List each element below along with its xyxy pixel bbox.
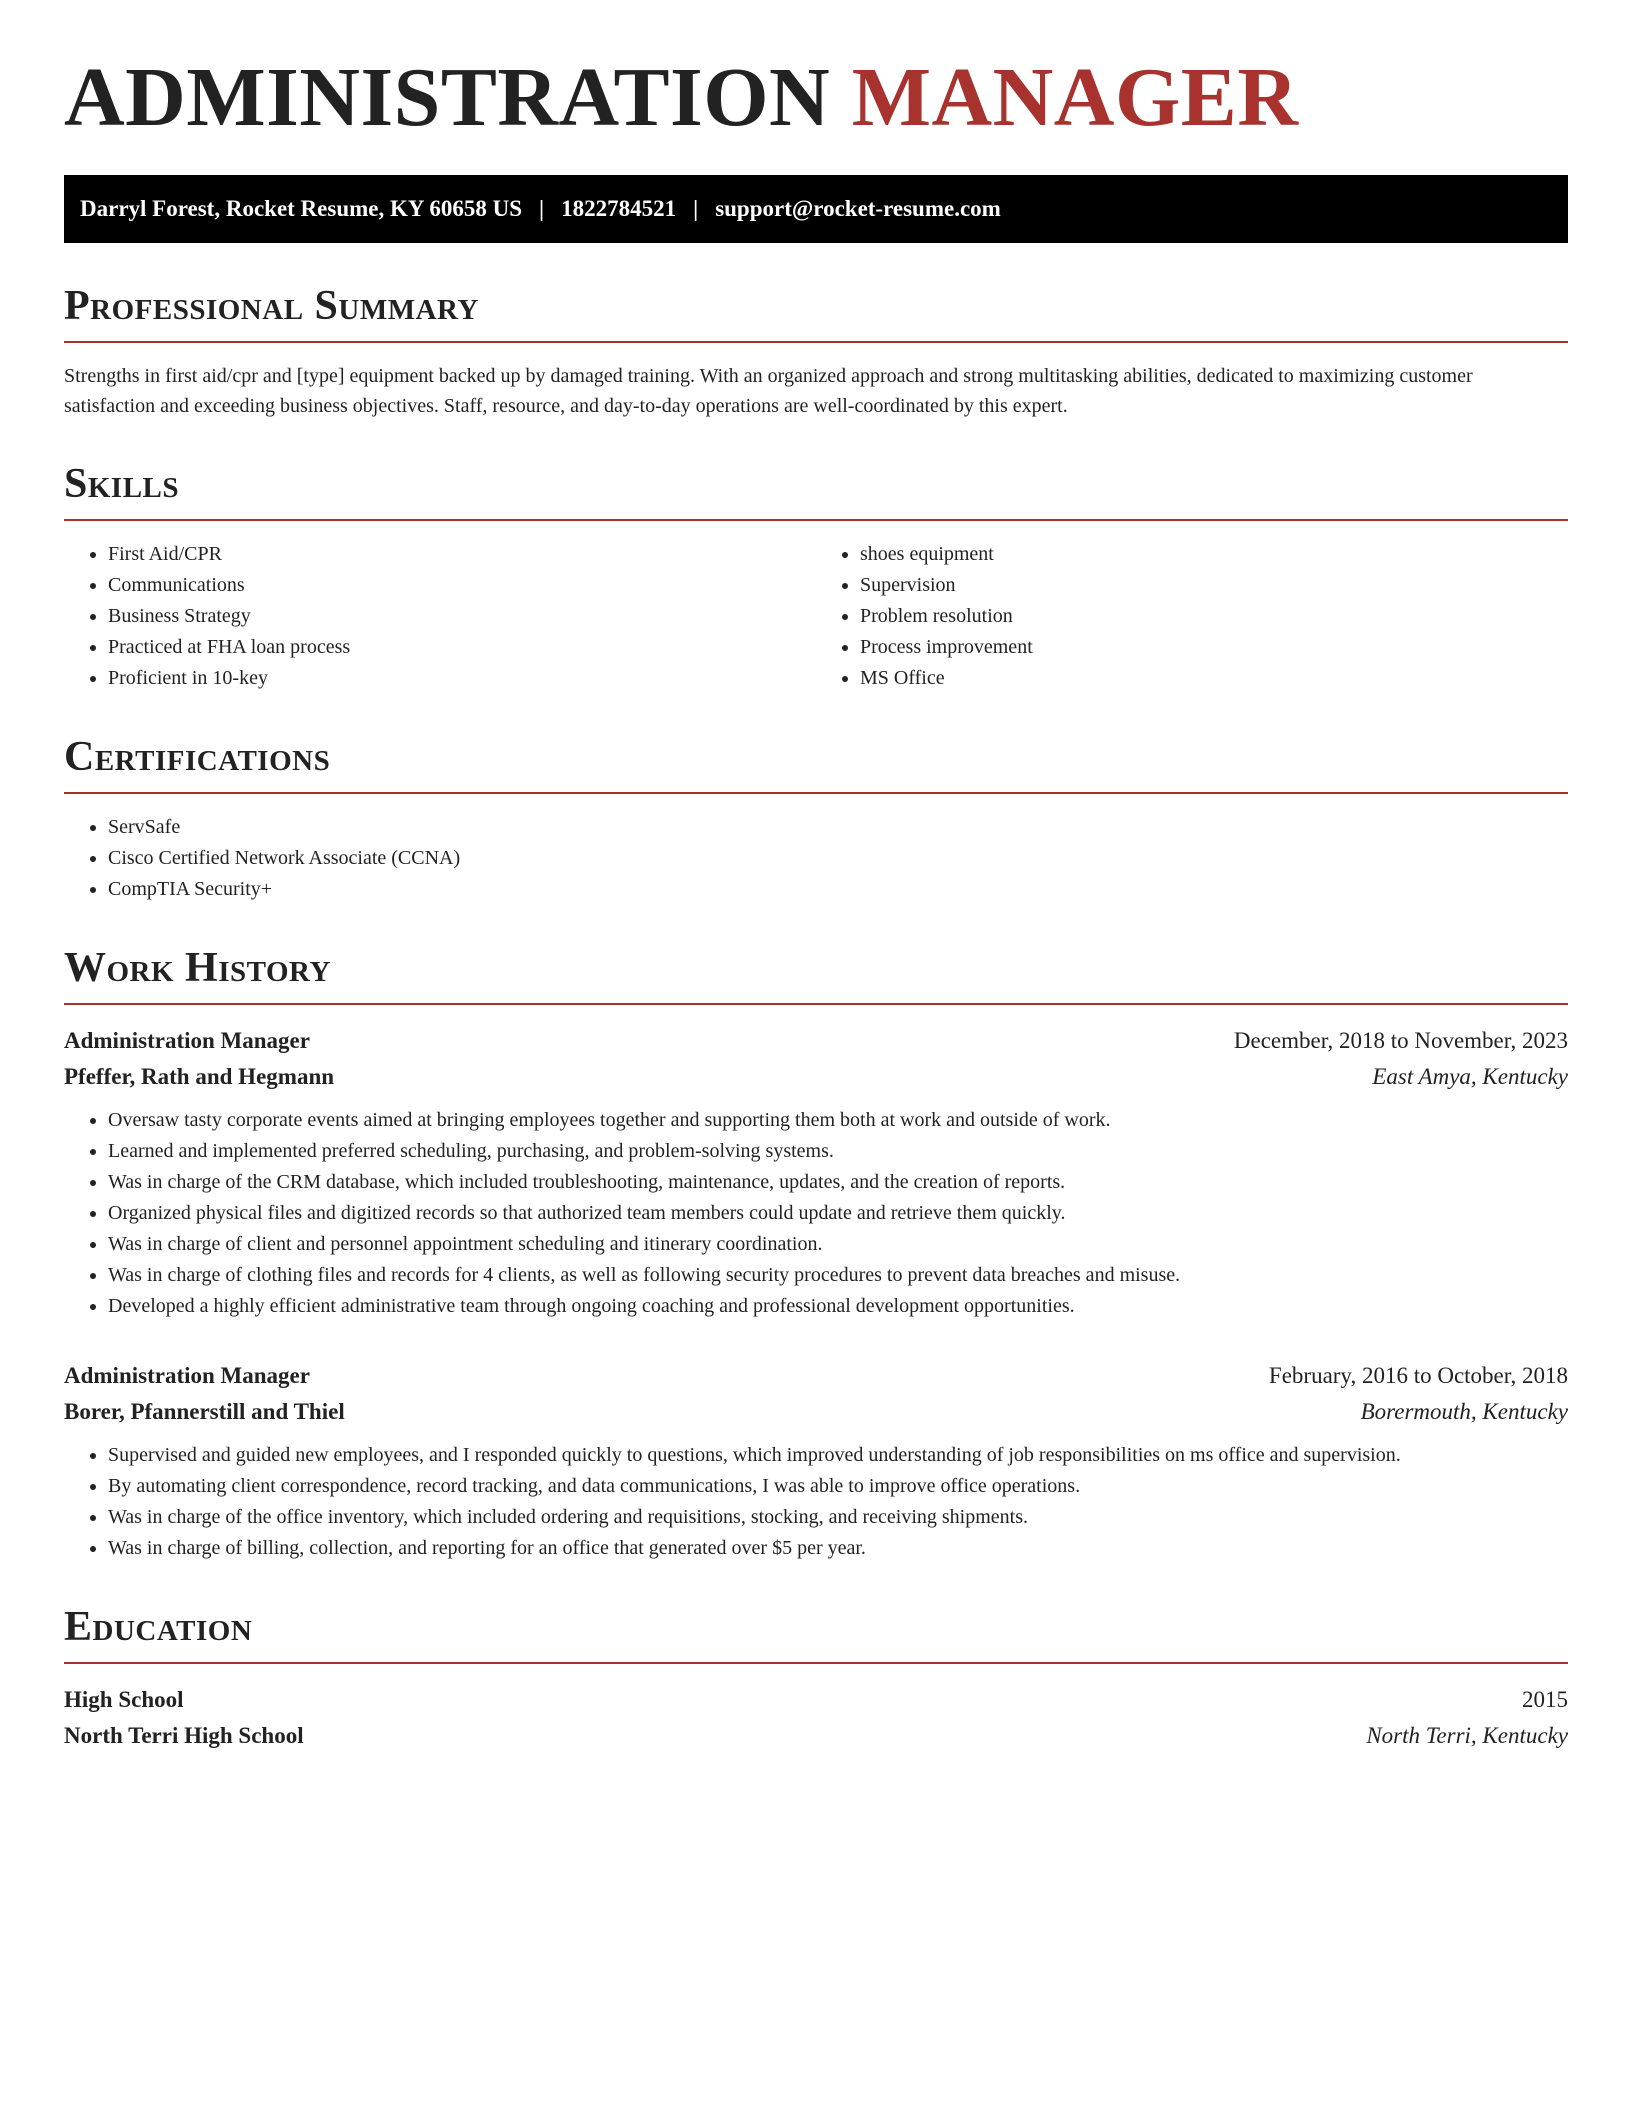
contact-email: support@rocket-resume.com [715, 196, 1001, 221]
skills-list-right [816, 539, 1568, 694]
skills-list-left [64, 539, 816, 694]
education-degree: High School [64, 1687, 184, 1712]
contact-separator: | [693, 196, 699, 221]
job-bullets [64, 1105, 1568, 1322]
job-bullet: • Was in charge of the CRM database, which included troubleshooting, maintenance, updates, and the creation of reports. [108, 1167, 1568, 1198]
education-heading: Education [64, 1606, 1568, 1664]
job-company: Pfeffer, Rath and Hegmann [64, 1064, 335, 1089]
resume-title [64, 0, 1568, 144]
job-dates: December, 2018 to November, 2023 [1233, 1028, 1568, 1053]
work-history-section [64, 947, 1568, 1564]
summary-section [64, 285, 1568, 421]
skill-item: • Business Strategy [108, 601, 816, 632]
education-degree-row [64, 1682, 1568, 1718]
contact-separator: | [539, 196, 545, 221]
work-history-heading: Work History [64, 947, 1568, 1005]
education-entry [64, 1682, 1568, 1754]
skill-item: • Practiced at FHA loan process [108, 632, 816, 663]
job-location: Borermouth, Kentucky [1360, 1399, 1568, 1424]
job-bullets [64, 1440, 1568, 1564]
contact-bar [64, 175, 1568, 243]
skill-item: • Communications [108, 570, 816, 601]
certifications-list [64, 812, 1568, 905]
job-title-row [64, 1023, 1568, 1059]
skill-item: • MS Office [860, 663, 1568, 694]
job-entry [64, 1358, 1568, 1564]
certification-item: • CompTIA Security+ [108, 874, 1568, 905]
skill-item: • Supervision [860, 570, 1568, 601]
skills-heading: Skills [64, 463, 1568, 521]
job-company-row [64, 1394, 1568, 1430]
job-company-row [64, 1059, 1568, 1095]
job-bullet: • By automating client correspondence, record tracking, and data communications, I was able to improve office operations. [108, 1471, 1568, 1502]
certification-item: • Cisco Certified Network Associate (CCNA) [108, 843, 1568, 874]
summary-heading: Professional Summary [64, 285, 1568, 343]
education-school-row [64, 1718, 1568, 1754]
job-bullet: • Was in charge of billing, collection, and reporting for an office that generated over $5 per year. [108, 1533, 1568, 1564]
job-bullet: • Organized physical files and digitized records so that authorized team members could update and retrieve them quickly. [108, 1198, 1568, 1229]
skill-item: • Process improvement [860, 632, 1568, 663]
job-bullet: • Was in charge of clothing files and records for 4 clients, as well as following security procedures to prevent data breaches and misuse. [108, 1260, 1568, 1291]
skill-item: • Problem resolution [860, 601, 1568, 632]
job-title-row [64, 1358, 1568, 1394]
job-title: Administration Manager [64, 1028, 310, 1053]
skill-item: • Proficient in 10-key [108, 663, 816, 694]
job-bullet: • Was in charge of the office inventory, which included ordering and requisitions, stocking, and receiving shipments. [108, 1502, 1568, 1533]
job-dates: February, 2016 to October, 2018 [1268, 1363, 1568, 1388]
job-title: Administration Manager [64, 1363, 310, 1388]
job-bullet: • Supervised and guided new employees, and I responded quickly to questions, which improved understanding of job responsibilities on ms office and supervision. [108, 1440, 1568, 1471]
contact-address: Darryl Forest, Rocket Resume, KY 60658 US [80, 196, 523, 221]
title-accent: MANAGER [851, 51, 1299, 144]
skill-item: • First Aid/CPR [108, 539, 816, 570]
job-company: Borer, Pfannerstill and Thiel [64, 1399, 345, 1424]
skill-item: • shoes equipment [860, 539, 1568, 570]
job-entry [64, 1023, 1568, 1322]
education-section [64, 1606, 1568, 1754]
job-bullet: • Was in charge of client and personnel appointment scheduling and itinerary coordination. [108, 1229, 1568, 1260]
skills-section [64, 463, 1568, 694]
education-school: North Terri High School [64, 1723, 304, 1748]
job-bullet: • Oversaw tasty corporate events aimed at bringing employees together and supporting them both at work and outside of work. [108, 1105, 1568, 1136]
job-bullet: • Developed a highly efficient administrative team through ongoing coaching and professional development opportunities. [108, 1291, 1568, 1322]
certifications-heading: Certifications [64, 736, 1568, 794]
certification-item: • ServSafe [108, 812, 1568, 843]
job-location: East Amya, Kentucky [1372, 1064, 1568, 1089]
job-bullet: • Learned and implemented preferred scheduling, purchasing, and problem-solving systems. [108, 1136, 1568, 1167]
certifications-section [64, 736, 1568, 905]
skills-grid [64, 521, 1568, 694]
education-location: North Terri, Kentucky [1366, 1723, 1568, 1748]
education-year: 2015 [1522, 1687, 1568, 1712]
summary-text: Strengths in first aid/cpr and [type] equipment backed up by damaged training. With an organized approach and strong multitasking abilities, dedicated to maximizing customer satisfaction and exceeding business objectives. Staff, resource, and day-to-day operations are well-coordinated by this expert. [64, 365, 1473, 417]
title-main: ADMINISTRATION [64, 51, 831, 144]
contact-phone: 1822784521 [561, 196, 677, 221]
